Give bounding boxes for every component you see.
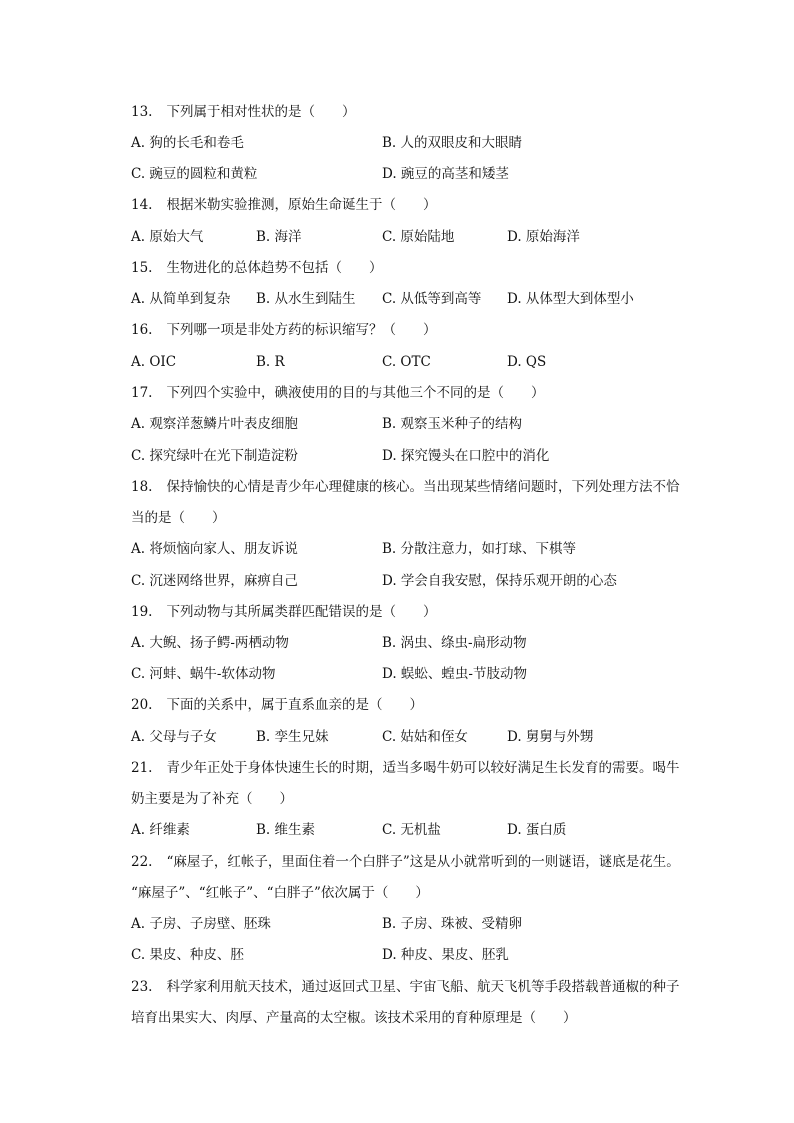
question-number: 21. bbox=[131, 760, 153, 776]
option-a: A. 子房、子房壁、胚珠 bbox=[131, 916, 271, 932]
option-c: C. 河蚌、蜗牛-软体动物 bbox=[131, 666, 276, 682]
option-d: D. 探究馒头在口腔中的消化 bbox=[382, 448, 550, 464]
question-number: 19. bbox=[131, 604, 153, 620]
option-b: B. 子房、珠被、受精卵 bbox=[382, 916, 523, 932]
question-number: 23. bbox=[131, 979, 153, 995]
option-c: C. 探究绿叶在光下制造淀粉 bbox=[131, 448, 298, 464]
option-c: C. 从低等到高等 bbox=[382, 291, 482, 307]
option-b: B. 从水生到陆生 bbox=[256, 291, 356, 307]
question-number: 15. bbox=[131, 260, 153, 276]
question-17-stem bbox=[131, 383, 694, 403]
question-13-stem bbox=[131, 102, 694, 122]
question-text: 下列哪一项是非处方药的标识缩写？（ ） bbox=[166, 322, 437, 338]
option-c: C. 豌豆的圆粒和黄粒 bbox=[131, 166, 258, 182]
question-text: 下列动物与其所属类群匹配错误的是（ ） bbox=[166, 604, 437, 620]
question-21-stem bbox=[131, 758, 694, 778]
question-text: 奶主要是为了补充（ ） bbox=[131, 791, 293, 807]
question-19-stem bbox=[131, 602, 694, 622]
option-d: D. 原始海洋 bbox=[507, 229, 580, 245]
option-b: B. 观察玉米种子的结构 bbox=[382, 416, 523, 432]
question-text: 下列四个实验中，碘液使用的目的与其他三个不同的是（ ） bbox=[166, 385, 545, 401]
option-d: D. 从体型大到体型小 bbox=[507, 291, 634, 307]
question-text: 生物进化的总体趋势不包括（ ） bbox=[166, 260, 383, 276]
question-number: 14. bbox=[131, 197, 153, 213]
question-text: “麻屋子”、“红帐子”、“白胖子”依次属于（ ） bbox=[131, 885, 429, 901]
question-text: 科学家利用航天技术，通过返回式卫星、宇宙飞船、航天飞机等手段搭载普通椒的种子 bbox=[166, 979, 680, 995]
question-number: 22. bbox=[131, 854, 153, 870]
question-15-stem bbox=[131, 258, 694, 278]
option-d: D. 蜈蚣、蝗虫-节肢动物 bbox=[382, 666, 527, 682]
option-c: C. OTC bbox=[382, 354, 431, 370]
question-text: 下面的关系中，属于直系血亲的是（ ） bbox=[166, 697, 423, 713]
question-text: 当的是（ ） bbox=[131, 510, 226, 526]
question-number: 18. bbox=[131, 479, 153, 495]
option-d: D. 蛋白质 bbox=[507, 822, 567, 838]
question-16-stem bbox=[131, 320, 694, 340]
question-number: 13. bbox=[131, 104, 153, 120]
option-d: D. 豌豆的高茎和矮茎 bbox=[382, 166, 509, 182]
question-text: “麻屋子，红帐子，里面住着一个白胖子”这是从小就常听到的一则谜语，谜底是花生。 bbox=[166, 854, 680, 870]
option-c: C. 无机盐 bbox=[382, 822, 441, 838]
question-22-stem-cont bbox=[131, 883, 694, 903]
option-a: A. 从简单到复杂 bbox=[131, 291, 231, 307]
option-b: B. R bbox=[256, 354, 285, 370]
question-text: 培育出果实大、肉厚、产量高的太空椒。该技术采用的育种原理是（ ） bbox=[131, 1010, 577, 1026]
option-a: A. OIC bbox=[131, 354, 177, 370]
option-c: C. 姑姑和侄女 bbox=[382, 729, 468, 745]
option-a: A. 狗的长毛和卷毛 bbox=[131, 135, 244, 151]
option-b: B. 海洋 bbox=[256, 229, 302, 245]
question-22-stem bbox=[131, 852, 694, 872]
option-d: D. 种皮、果皮、胚乳 bbox=[382, 947, 509, 963]
question-number: 17. bbox=[131, 385, 153, 401]
option-a: A. 将烦恼向家人、朋友诉说 bbox=[131, 541, 298, 557]
question-23-stem-cont bbox=[131, 1008, 694, 1028]
option-c: C. 原始陆地 bbox=[382, 229, 455, 245]
option-d: D. 学会自我安慰，保持乐观开朗的心态 bbox=[382, 573, 617, 589]
question-text: 下列属于相对性状的是（ ） bbox=[166, 104, 356, 120]
option-b: B. 涡虫、绦虫-扁形动物 bbox=[382, 635, 527, 651]
question-23-stem bbox=[131, 977, 694, 997]
option-b: B. 人的双眼皮和大眼睛 bbox=[382, 135, 523, 151]
option-a: A. 原始大气 bbox=[131, 229, 204, 245]
option-b: B. 孪生兄妹 bbox=[256, 729, 329, 745]
option-c: C. 果皮、种皮、胚 bbox=[131, 947, 244, 963]
question-text: 保持愉快的心情是青少年心理健康的核心。当出现某些情绪问题时，下列处理方法不恰 bbox=[166, 479, 680, 495]
option-a: A. 观察洋葱鳞片叶表皮细胞 bbox=[131, 416, 298, 432]
option-b: B. 分散注意力，如打球、下棋等 bbox=[382, 541, 577, 557]
question-text: 青少年正处于身体快速生长的时期，适当多喝牛奶可以较好满足生长发育的需要。喝牛 bbox=[166, 760, 680, 776]
question-20-stem bbox=[131, 695, 694, 715]
option-d: D. 舅舅与外甥 bbox=[507, 729, 594, 745]
question-18-stem bbox=[131, 477, 694, 497]
question-18-stem-cont bbox=[131, 508, 694, 528]
option-b: B. 维生素 bbox=[256, 822, 316, 838]
option-a: A. 纤维素 bbox=[131, 822, 190, 838]
question-text: 根据米勒实验推测，原始生命诞生于（ ） bbox=[166, 197, 437, 213]
option-a: A. 大鲵、扬子鳄-两栖动物 bbox=[131, 635, 289, 651]
option-c: C. 沉迷网络世界，麻痹自己 bbox=[131, 573, 298, 589]
option-a: A. 父母与子女 bbox=[131, 729, 217, 745]
question-number: 20. bbox=[131, 697, 153, 713]
question-14-stem bbox=[131, 195, 694, 215]
question-number: 16. bbox=[131, 322, 153, 338]
question-21-stem-cont bbox=[131, 789, 694, 809]
option-d: D. QS bbox=[507, 354, 547, 370]
